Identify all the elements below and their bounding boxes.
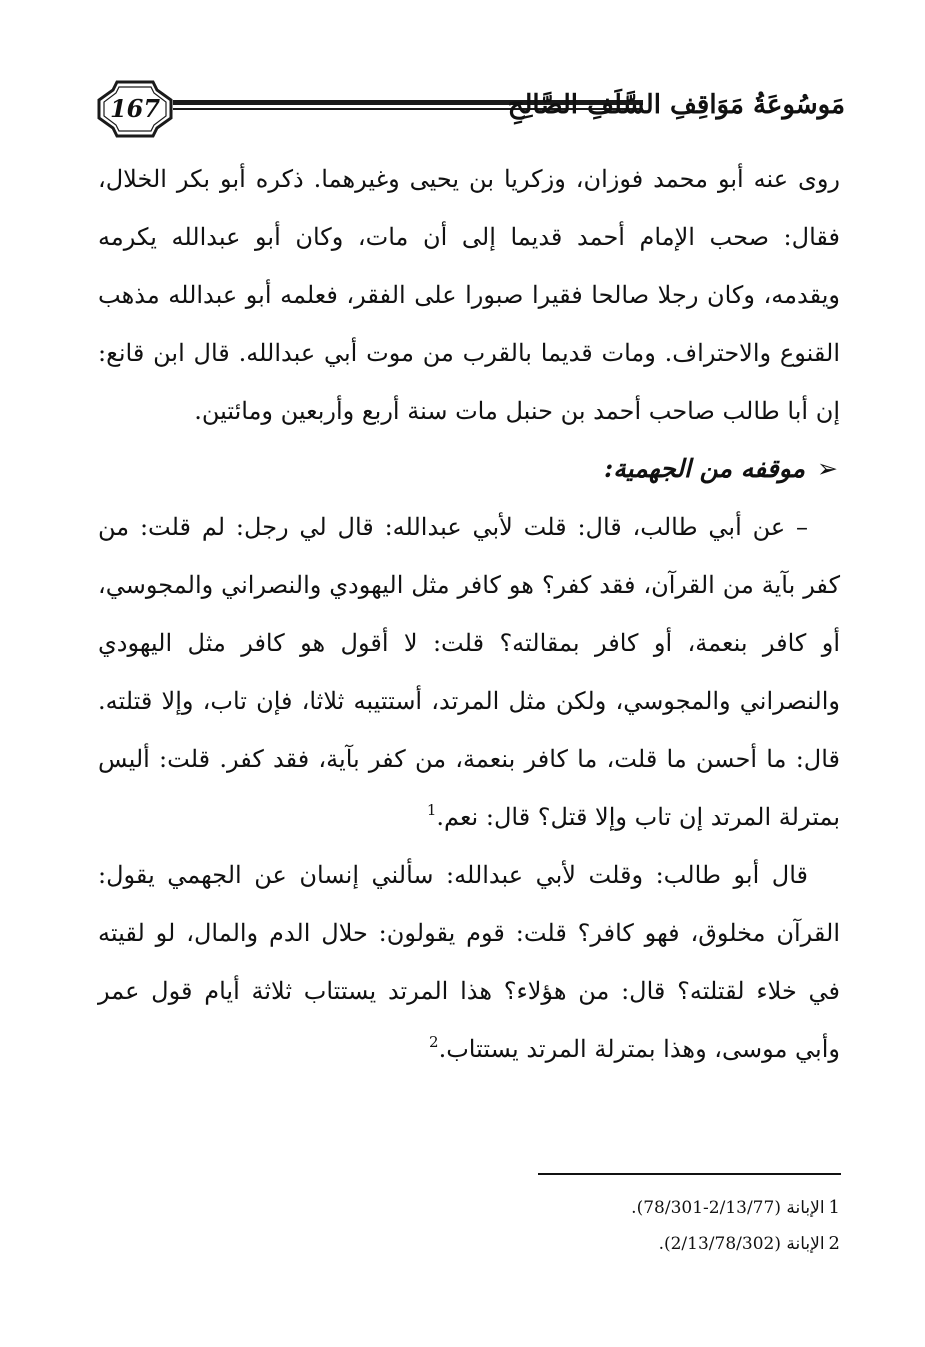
footnote-text: الإبانة (2/13/77-78/301).: [631, 1198, 825, 1218]
page-number: 167: [109, 94, 161, 123]
footnote-1: [420, 1190, 840, 1226]
arrowhead-icon: ➢: [817, 454, 838, 483]
footnote-number: 2: [828, 1233, 840, 1254]
section-heading: [98, 440, 840, 498]
page-number-badge: [95, 78, 175, 140]
section-heading-text: موقفه من الجهمية:: [604, 454, 806, 483]
footnote-ref-2: 2: [429, 1033, 439, 1051]
page-header: [95, 78, 845, 144]
footnote-ref-1: 1: [426, 801, 437, 819]
narration-paragraph-1: [98, 498, 840, 846]
biography-paragraph: روى عنه أبو محمد فوزان، وزكريا بن يحيى وغيرهما. ذكره أبو بكر الخلال، فقال: صحب الإمام أحمد قديما إلى أن مات، وكان أبو عبدالله يكرمه ويقدمه، وكان رجلا صالحا فقيرا صبورا على الفقر، فعلمه أبو عبدالله مذهب القنوع والاحتراف. ومات قديما بالقرب من موت أبي عبدالله. قال ابن قانع: إن أبا طالب صاحب أحمد بن حنبل مات سنة أربع وأربعين ومائتين.: [98, 165, 841, 425]
narration-text-1: – عن أبي طالب، قال: قلت لأبي عبدالله: قال لي رجل: لم قلت: من كفر بآية من القرآن، فقد كفر؟ هو كافر مثل اليهودي والنصراني والمجوسي، أو كافر بنعمة، أو كافر بمقالته؟ قلت: لا أقول هو كافر مثل اليهودي والنصراني والمجوسي، ولكن مثل المرتد، أستتيبه ثلاثا، فإن تاب، وإلا قتلته. قال: ما أحسن ما قلت، ما كافر بنعمة، من كفر بآية، فقد كفر. قلت: أليس بمترلة المرتد إن تاب وإلا قتل؟ قال: نعم.: [98, 513, 840, 831]
footnote-separator: [538, 1173, 841, 1175]
main-text: [98, 150, 840, 1078]
footnotes: [420, 1190, 840, 1262]
narration-text-2: قال أبو طالب: وقلت لأبي عبدالله: سألني إنسان عن الجهمي يقول: القرآن مخلوق، فهو كافر؟ قلت: قوم يقولون: حلال الدم والمال، لو لقيته في خلاء لقتلته؟ قال: من هؤلاء؟ هذا المرتد يستتاب ثلاثة أيام قول عمر وأبي موسى، وهذا بمترلة المرتد يستتاب.: [98, 861, 840, 1063]
book-title: مَوسُوعَةُ مَوَاقِفِ السَّلَفِ الصَّالِحِ: [507, 90, 845, 120]
narration-paragraph-2: [98, 846, 840, 1078]
footnote-2: [420, 1226, 840, 1262]
footnote-text: الإبانة (2/13/78/302).: [658, 1234, 825, 1254]
footnote-number: 1: [828, 1197, 840, 1218]
